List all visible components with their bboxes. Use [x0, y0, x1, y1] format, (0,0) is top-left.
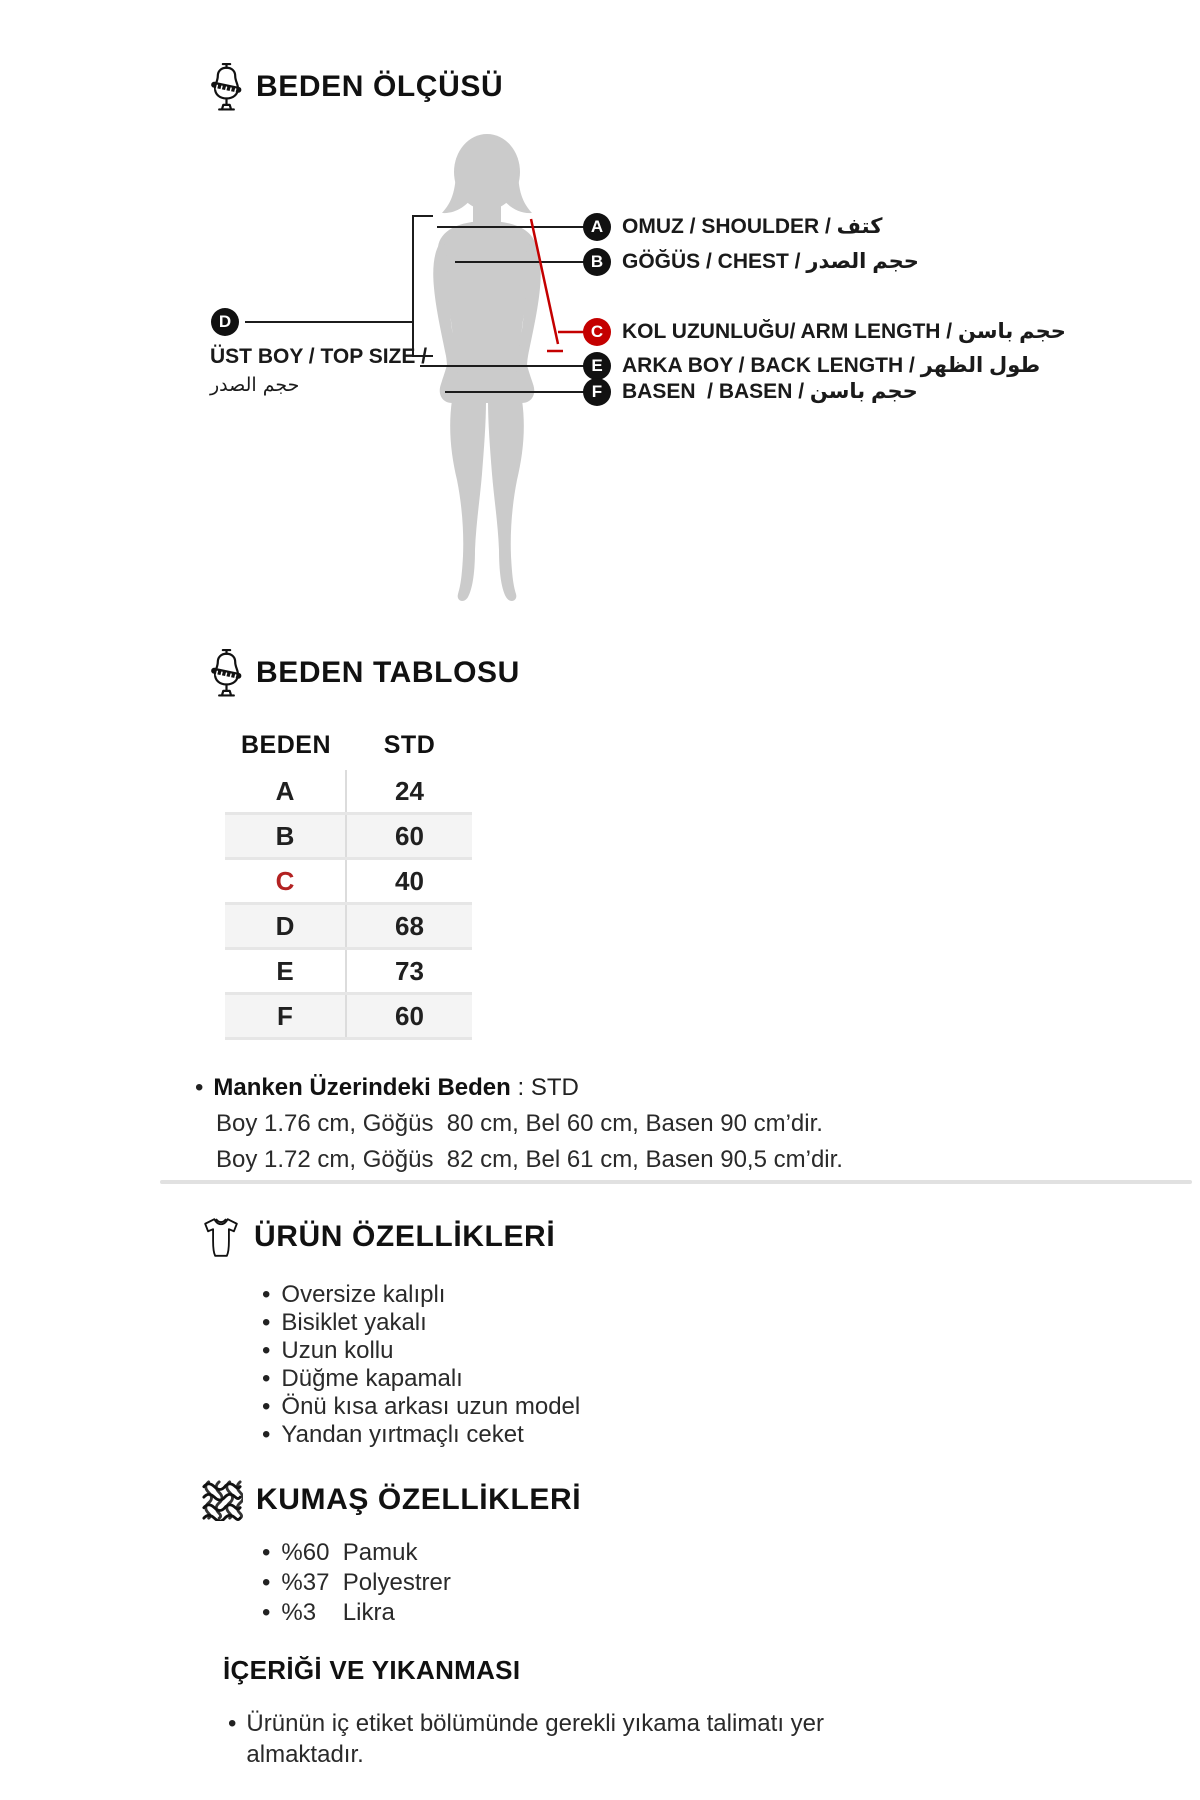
label-top-size: ÜST BOY / TOP SIZE / حجم الصدر: [210, 345, 428, 396]
list-item: • Yandan yırtmaçlı ceket: [262, 1421, 580, 1449]
product-features-list: [262, 1281, 580, 1449]
size-table: [225, 722, 472, 1040]
fabric-features-list: [262, 1538, 451, 1628]
product-features-header: [201, 1212, 555, 1262]
care-title: İÇERİĞİ VE YIKANMASI: [223, 1655, 521, 1685]
size-table-title: BEDEN TABLOSU: [256, 656, 520, 689]
badge-a: A: [583, 213, 611, 241]
badge-f: F: [583, 378, 611, 406]
product-features-title: ÜRÜN ÖZELLİKLERİ: [254, 1220, 556, 1253]
list-item: • %60 Pamuk: [262, 1538, 451, 1568]
model-measurements-line: Boy 1.76 cm, Göğüs 80 cm, Bel 60 cm, Basen 90 cm’dir.: [216, 1110, 823, 1137]
tshirt-icon: [201, 1215, 241, 1260]
table-row: E 73: [225, 950, 472, 995]
label-basen: BASEN / BASEN / حجم باسن: [622, 380, 918, 403]
badge-d: D: [211, 308, 239, 336]
model-measurements-line: Boy 1.72 cm, Göğüs 82 cm, Bel 61 cm, Basen 90,5 cm’dir.: [216, 1146, 843, 1173]
dress-form-icon: [210, 647, 243, 699]
fabric-features-header: [201, 1477, 581, 1523]
label-chest: GÖĞÜS / CHEST / حجم الصدر: [622, 250, 919, 273]
model-size-heading: • Manken Üzerindeki Beden : STD: [195, 1070, 843, 1106]
list-item: • Düğme kapamalı: [262, 1365, 580, 1393]
column-header-std: STD: [383, 730, 436, 759]
table-row: D 68: [225, 905, 472, 950]
list-item: • Ürünün iç etiket bölümünde gerekli yıkama talimatı yer almaktadır.: [228, 1708, 928, 1770]
list-item: • %3 Likra: [262, 1598, 451, 1628]
size-guide-title: BEDEN ÖLÇÜSÜ: [256, 70, 504, 103]
label-shoulder: OMUZ / SHOULDER / كتف: [622, 215, 883, 238]
size-table-head: [225, 722, 472, 768]
column-header-beden: BEDEN: [240, 730, 331, 759]
list-item: • Oversize kalıplı: [262, 1281, 580, 1309]
list-item: • Uzun kollu: [262, 1337, 580, 1365]
table-row: F 60: [225, 995, 472, 1040]
fabric-weave-icon: [201, 1479, 243, 1521]
fabric-features-title: KUMAŞ ÖZELLİKLERİ: [256, 1483, 582, 1516]
table-row: A 24: [225, 770, 472, 815]
label-back-length: ARKA BOY / BACK LENGTH / طول الظهر: [622, 354, 1041, 377]
badge-b: B: [583, 248, 611, 276]
list-item: • Bisiklet yakalı: [262, 1309, 580, 1337]
model-size-info: [195, 1070, 843, 1178]
list-item: • %37 Polyestrer: [262, 1568, 451, 1598]
badge-e: E: [583, 352, 611, 380]
table-row: C 40: [225, 860, 472, 905]
care-list: [228, 1708, 928, 1770]
badge-c: C: [583, 318, 611, 346]
table-row: B 60: [225, 815, 472, 860]
section-divider: [160, 1180, 1192, 1184]
female-silhouette: [433, 134, 541, 601]
label-arm-length: KOL UZUNLUĞU/ ARM LENGTH / حجم باسن: [622, 320, 1066, 343]
list-item: • Önü kısa arkası uzun model: [262, 1393, 580, 1421]
size-table-header: [210, 646, 520, 700]
